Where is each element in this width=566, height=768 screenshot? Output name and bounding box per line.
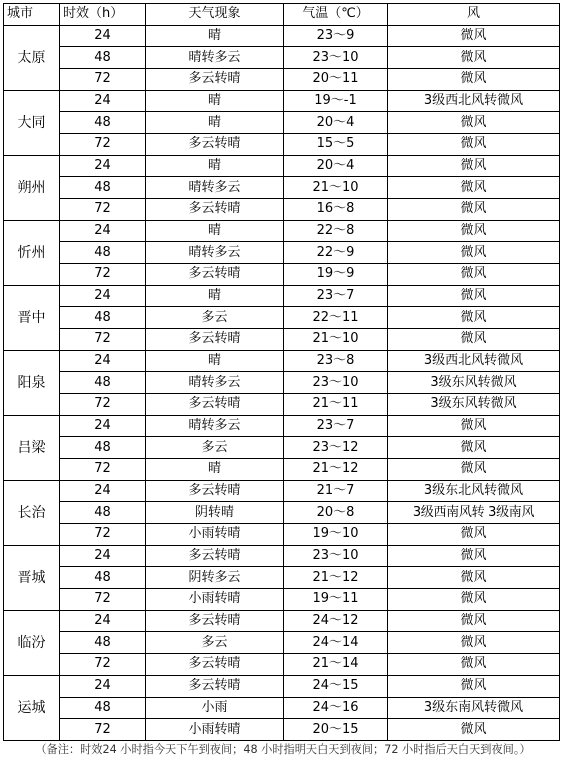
weather-cell: 晴转多云: [146, 242, 284, 264]
city-name: 长治: [4, 480, 60, 545]
temperature-cell: 21～12: [284, 459, 388, 481]
wind-cell: 微风: [388, 415, 560, 437]
wind-cell: 微风: [388, 589, 560, 611]
city-name: 晋城: [4, 545, 60, 610]
temperature-cell: 19～-1: [284, 90, 388, 112]
temperature-cell: 24～14: [284, 632, 388, 654]
table-row: [4, 177, 560, 199]
city-name: 吕梁: [4, 415, 60, 480]
temperature-cell: 20～11: [284, 69, 388, 91]
table-row: [4, 69, 560, 91]
wind-cell: 微风: [388, 177, 560, 199]
wind-cell: 3级东风转微风: [388, 372, 560, 394]
weather-cell: 晴: [146, 90, 284, 112]
wind-cell: 微风: [388, 199, 560, 221]
header-period: 时效（h）: [60, 4, 146, 26]
period-cell: 48: [60, 502, 146, 524]
temperature-cell: 19～10: [284, 524, 388, 546]
period-cell: 24: [60, 285, 146, 307]
temperature-cell: 21～10: [284, 177, 388, 199]
weather-cell: 多云转晴: [146, 545, 284, 567]
temperature-cell: 23～9: [284, 25, 388, 47]
weather-cell: 晴: [146, 155, 284, 177]
weather-cell: 晴: [146, 25, 284, 47]
period-cell: 24: [60, 25, 146, 47]
weather-cell: 阴转晴: [146, 502, 284, 524]
city-name: 临汾: [4, 610, 60, 675]
table-row: [4, 654, 560, 676]
table-row: [4, 480, 560, 502]
wind-cell: 微风: [388, 47, 560, 69]
temperature-cell: 15～5: [284, 134, 388, 156]
table-row: [4, 90, 560, 112]
temperature-cell: 23～7: [284, 285, 388, 307]
temperature-cell: 24～15: [284, 675, 388, 697]
temperature-cell: 20～4: [284, 112, 388, 134]
weather-cell: 晴: [146, 220, 284, 242]
temperature-cell: 23～10: [284, 372, 388, 394]
wind-cell: 微风: [388, 69, 560, 91]
wind-cell: 3级东南风转微风: [388, 697, 560, 719]
temperature-cell: 24～16: [284, 697, 388, 719]
table-row: [4, 697, 560, 719]
table-row: [4, 415, 560, 437]
temperature-cell: 23～10: [284, 545, 388, 567]
table-row: [4, 502, 560, 524]
table-row: [4, 112, 560, 134]
wind-cell: 3级西北风转微风: [388, 350, 560, 372]
wind-cell: 微风: [388, 134, 560, 156]
weather-cell: 多云转晴: [146, 69, 284, 91]
weather-cell: 多云转晴: [146, 134, 284, 156]
table-row: [4, 307, 560, 329]
wind-cell: 微风: [388, 719, 560, 741]
city-name: 大同: [4, 90, 60, 155]
forecast-table: [3, 3, 560, 741]
period-cell: 24: [60, 545, 146, 567]
table-row: [4, 285, 560, 307]
wind-cell: 3级东风转微风: [388, 394, 560, 416]
table-row: [4, 610, 560, 632]
weather-cell: 晴转多云: [146, 177, 284, 199]
wind-cell: 微风: [388, 285, 560, 307]
table-body: [4, 25, 560, 740]
wind-cell: 微风: [388, 329, 560, 351]
table-row: [4, 394, 560, 416]
table-row: [4, 545, 560, 567]
temperature-cell: 22～11: [284, 307, 388, 329]
table-row: [4, 242, 560, 264]
weather-cell: 晴转多云: [146, 47, 284, 69]
wind-cell: 微风: [388, 654, 560, 676]
weather-cell: 多云转晴: [146, 654, 284, 676]
period-cell: 24: [60, 480, 146, 502]
temperature-cell: 23～10: [284, 47, 388, 69]
wind-cell: 微风: [388, 220, 560, 242]
temperature-cell: 21～11: [284, 394, 388, 416]
weather-cell: 小雨转晴: [146, 524, 284, 546]
wind-cell: 3级西北风转微风: [388, 90, 560, 112]
temperature-cell: 23～8: [284, 350, 388, 372]
period-cell: 48: [60, 567, 146, 589]
weather-cell: 小雨转晴: [146, 719, 284, 741]
wind-cell: 微风: [388, 675, 560, 697]
period-cell: 72: [60, 134, 146, 156]
table-row: [4, 134, 560, 156]
city-name: 太原: [4, 25, 60, 90]
weather-cell: 阴转多云: [146, 567, 284, 589]
header-wind: 风: [388, 4, 560, 26]
period-cell: 72: [60, 69, 146, 91]
table-row: [4, 350, 560, 372]
period-cell: 48: [60, 632, 146, 654]
weather-cell: 多云转晴: [146, 675, 284, 697]
weather-cell: 多云转晴: [146, 480, 284, 502]
weather-cell: 晴: [146, 350, 284, 372]
wind-cell: 3级西南风转 3级南风: [388, 502, 560, 524]
temperature-cell: 21～7: [284, 480, 388, 502]
temperature-cell: 19～11: [284, 589, 388, 611]
weather-cell: 多云转晴: [146, 610, 284, 632]
temperature-cell: 16～8: [284, 199, 388, 221]
temperature-cell: 24～12: [284, 610, 388, 632]
weather-cell: 晴转多云: [146, 372, 284, 394]
period-cell: 48: [60, 437, 146, 459]
table-row: [4, 372, 560, 394]
period-cell: 72: [60, 524, 146, 546]
weather-cell: 多云: [146, 437, 284, 459]
period-cell: 48: [60, 697, 146, 719]
city-name: 朔州: [4, 155, 60, 220]
table-row: [4, 329, 560, 351]
period-cell: 24: [60, 675, 146, 697]
table-row: [4, 589, 560, 611]
wind-cell: 微风: [388, 242, 560, 264]
wind-cell: 微风: [388, 459, 560, 481]
weather-cell: 晴转多云: [146, 415, 284, 437]
city-name: 晋中: [4, 285, 60, 350]
weather-cell: 小雨转晴: [146, 589, 284, 611]
header-temperature: 气温（℃）: [284, 4, 388, 26]
period-cell: 72: [60, 719, 146, 741]
table-row: [4, 675, 560, 697]
period-cell: 48: [60, 47, 146, 69]
weather-cell: 多云转晴: [146, 199, 284, 221]
weather-cell: 晴: [146, 112, 284, 134]
table-row: [4, 264, 560, 286]
weather-cell: 晴: [146, 459, 284, 481]
weather-cell: 多云: [146, 632, 284, 654]
period-cell: 48: [60, 372, 146, 394]
wind-cell: 微风: [388, 567, 560, 589]
period-cell: 24: [60, 220, 146, 242]
temperature-cell: 20～8: [284, 502, 388, 524]
table-row: [4, 25, 560, 47]
period-cell: 48: [60, 112, 146, 134]
period-cell: 72: [60, 199, 146, 221]
period-cell: 72: [60, 264, 146, 286]
temperature-cell: 22～8: [284, 220, 388, 242]
period-cell: 72: [60, 589, 146, 611]
table-row: [4, 220, 560, 242]
wind-cell: 微风: [388, 155, 560, 177]
period-cell: 72: [60, 654, 146, 676]
wind-cell: 微风: [388, 437, 560, 459]
header-row: [4, 4, 560, 26]
table-row: [4, 459, 560, 481]
city-name: 运城: [4, 675, 60, 740]
table-row: [4, 155, 560, 177]
period-cell: 24: [60, 415, 146, 437]
wind-cell: 微风: [388, 112, 560, 134]
weather-cell: 多云: [146, 307, 284, 329]
weather-cell: 多云转晴: [146, 264, 284, 286]
period-cell: 48: [60, 307, 146, 329]
wind-cell: 微风: [388, 264, 560, 286]
period-cell: 24: [60, 155, 146, 177]
temperature-cell: 19～9: [284, 264, 388, 286]
period-cell: 48: [60, 177, 146, 199]
period-cell: 72: [60, 459, 146, 481]
period-cell: 72: [60, 329, 146, 351]
temperature-cell: 23～7: [284, 415, 388, 437]
temperature-cell: 22～9: [284, 242, 388, 264]
wind-cell: 微风: [388, 307, 560, 329]
weather-cell: 多云转晴: [146, 394, 284, 416]
temperature-cell: 20～4: [284, 155, 388, 177]
period-cell: 48: [60, 242, 146, 264]
table-row: [4, 567, 560, 589]
header-city: 城市: [4, 4, 60, 26]
wind-cell: 微风: [388, 632, 560, 654]
period-cell: 24: [60, 90, 146, 112]
wind-cell: 微风: [388, 545, 560, 567]
weather-cell: 晴: [146, 285, 284, 307]
wind-cell: 微风: [388, 524, 560, 546]
header-weather: 天气现象: [146, 4, 284, 26]
table-row: [4, 632, 560, 654]
city-name: 阳泉: [4, 350, 60, 415]
temperature-cell: 21～12: [284, 567, 388, 589]
temperature-cell: 20～15: [284, 719, 388, 741]
period-cell: 72: [60, 394, 146, 416]
table-row: [4, 47, 560, 69]
table-row: [4, 437, 560, 459]
table-row: [4, 524, 560, 546]
wind-cell: 微风: [388, 610, 560, 632]
wind-cell: 3级东北风转微风: [388, 480, 560, 502]
period-cell: 24: [60, 350, 146, 372]
footnote: （备注：时效24 小时指今天下午到夜间；48 小时指明天白天到夜间；72 小时指后天白天到夜间。）: [35, 743, 531, 756]
city-name: 忻州: [4, 220, 60, 285]
weather-cell: 小雨: [146, 697, 284, 719]
table-row: [4, 719, 560, 741]
temperature-cell: 23～12: [284, 437, 388, 459]
wind-cell: 微风: [388, 25, 560, 47]
temperature-cell: 21～14: [284, 654, 388, 676]
temperature-cell: 21～10: [284, 329, 388, 351]
weather-cell: 多云转晴: [146, 329, 284, 351]
period-cell: 24: [60, 610, 146, 632]
table-row: [4, 199, 560, 221]
